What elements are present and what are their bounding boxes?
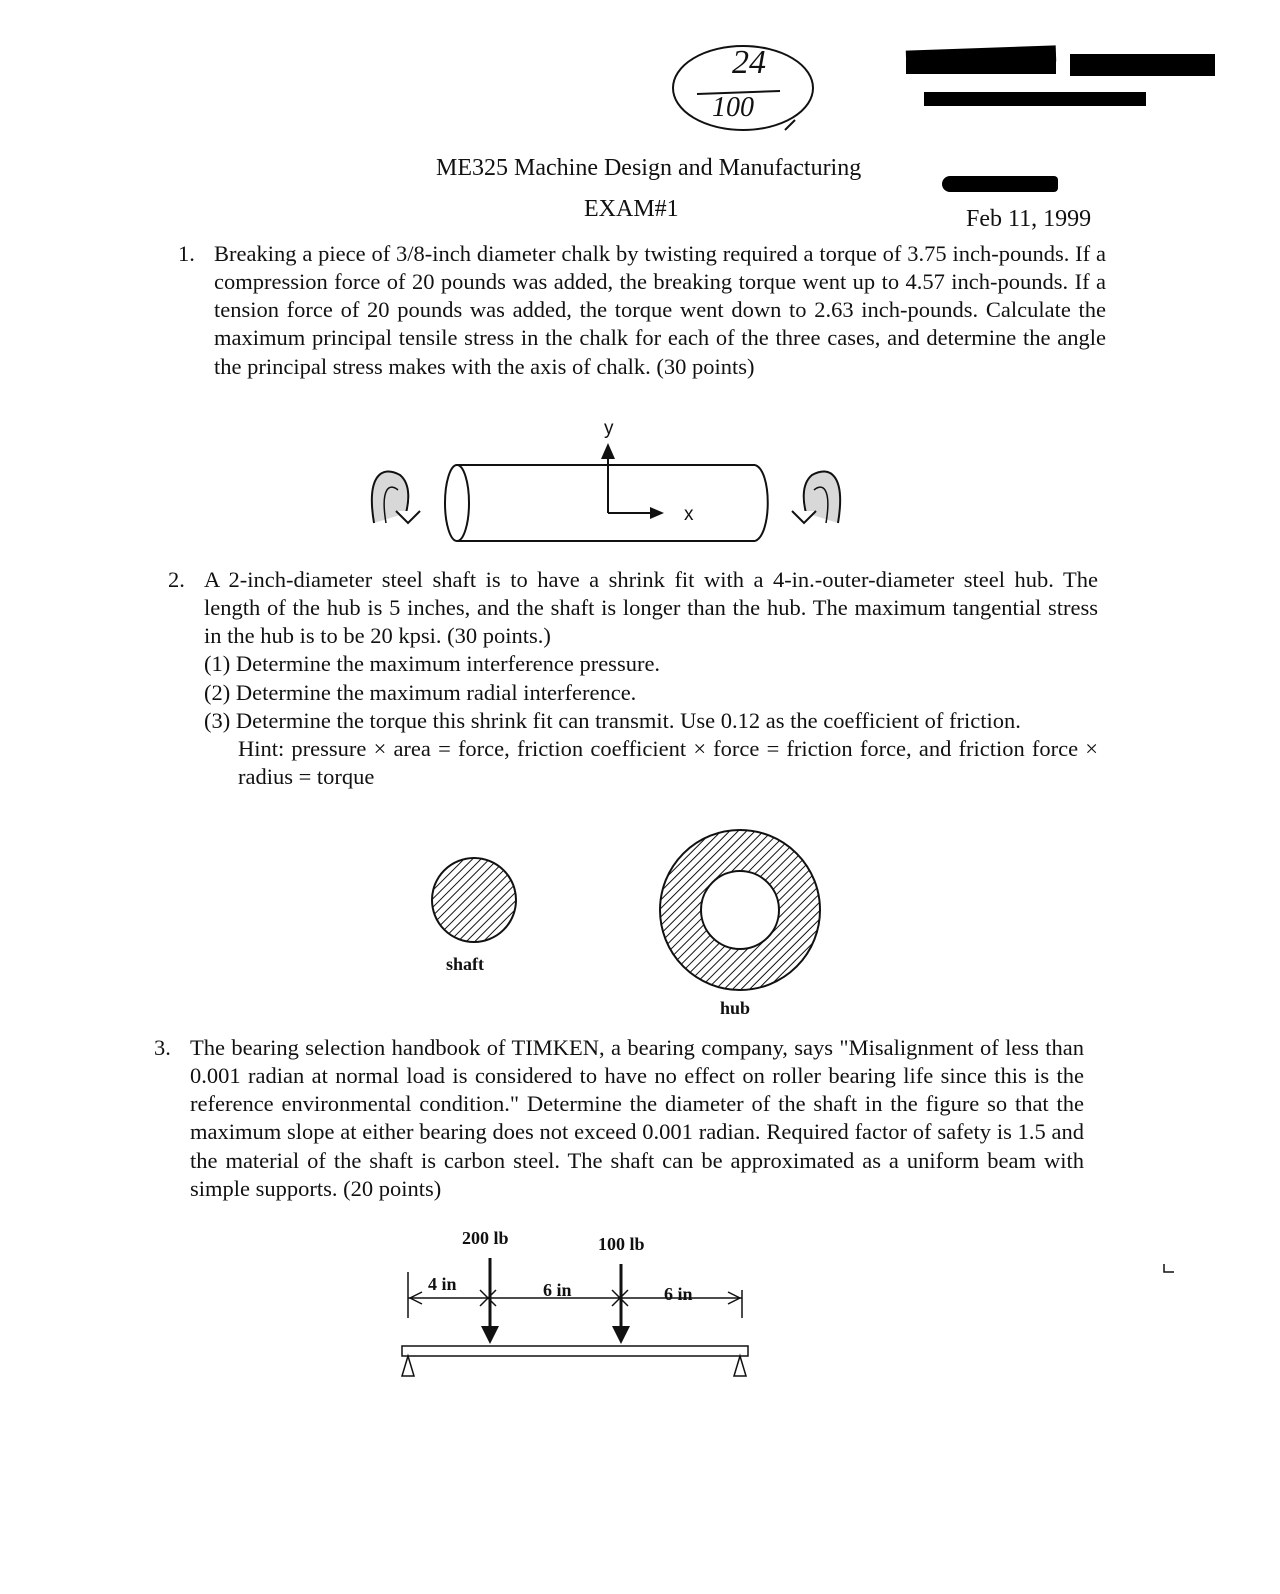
shaft-section (432, 858, 516, 942)
load-1-label: 200 lb (462, 1228, 509, 1248)
dim-2-label: 6 in (543, 1280, 572, 1300)
exam-date: Feb 11, 1999 (966, 206, 1092, 232)
question-3-text: The bearing selection handbook of TIMKEN, a bearing company, says "Misalignment of less than 0.001 radian at normal load is considered to have no effect on roller bearing life since this is the reference environmental condition." Determine the diameter of the shaft in the figure so that the maximum slope at either bearing does not exceed 0.001 radian. Required factor of safety is 1.5 and the material of the shaft is carbon steel. The shaft can be approximated as a uniform beam with simple supports. (20 points) (190, 1035, 1084, 1201)
left-support (402, 1356, 414, 1376)
question-1-number: 1. (178, 241, 195, 266)
y-axis-label: y (604, 418, 614, 439)
beam (402, 1346, 748, 1356)
question-2-part-2: (2) Determine the maximum radial interference. (204, 679, 637, 705)
dim-3-label: 6 in (664, 1284, 693, 1304)
question-3 (154, 1034, 1084, 1203)
load-2-label: 100 lb (598, 1234, 645, 1254)
hub-bore (701, 871, 779, 949)
load-200lb-arrow (481, 1258, 499, 1344)
grade-total: 100 (712, 92, 754, 123)
question-2-number: 2. (168, 567, 185, 592)
redaction-name-2 (906, 60, 1056, 74)
question-2-part-3: (3) Determine the torque this shrink fit can transmit. Use 0.12 as the coefficient of friction. (204, 707, 1021, 733)
redaction-name-3 (1070, 54, 1215, 76)
exam-title: EXAM#1 (584, 196, 679, 222)
question-2-part-1: (1) Determine the maximum interference pressure. (204, 651, 661, 677)
xy-axes (601, 443, 664, 519)
dim-1-label: 4 in (428, 1274, 457, 1294)
question-2 (168, 566, 1098, 791)
x-axis-label: x (684, 504, 694, 525)
course-title: ME325 Machine Design and Manufacturing (436, 155, 862, 181)
hub-label: hub (720, 998, 751, 1018)
scan-mark (1160, 1260, 1180, 1280)
question-3-number: 3. (154, 1035, 171, 1060)
question-2-hint: Hint: pressure × area = force, friction coefficient × force = friction force, and friction force × radius = torque (238, 735, 1098, 789)
question-2-text: A 2-inch-diameter steel shaft is to have a shrink fit with a 4-in.-outer-diameter steel hub. The length of the hub is 5 inches, and the shaft is longer than the hub. The maximum tangential stress in the hub is to be 20 kpsi. (30 points.) (204, 567, 1098, 649)
redaction-id (924, 92, 1146, 106)
question-1 (178, 240, 1106, 381)
grade-score: 24 (732, 44, 766, 81)
right-support (734, 1356, 746, 1376)
right-torque-arrow (792, 471, 840, 523)
redaction-section (942, 176, 1058, 192)
beam-figure (396, 1250, 766, 1390)
question-1-text: Breaking a piece of 3/8-inch diameter chalk by twisting required a torque of 3.75 inch-pounds. If a compression force of 20 pounds was added, the breaking torque went up to 4.57 inch-pounds. If a tension force of 20 pounds was added, the torque went down to 2.63 inch-pounds. Calculate the maximum principal tensile stress in the chalk for each of the three cases, and determine the angle the principal stress makes with the axis of chalk. (30 points) (214, 241, 1106, 379)
shaft-label: shaft (446, 954, 485, 974)
chalk-cylinder (445, 465, 768, 541)
left-torque-arrow (372, 471, 420, 523)
